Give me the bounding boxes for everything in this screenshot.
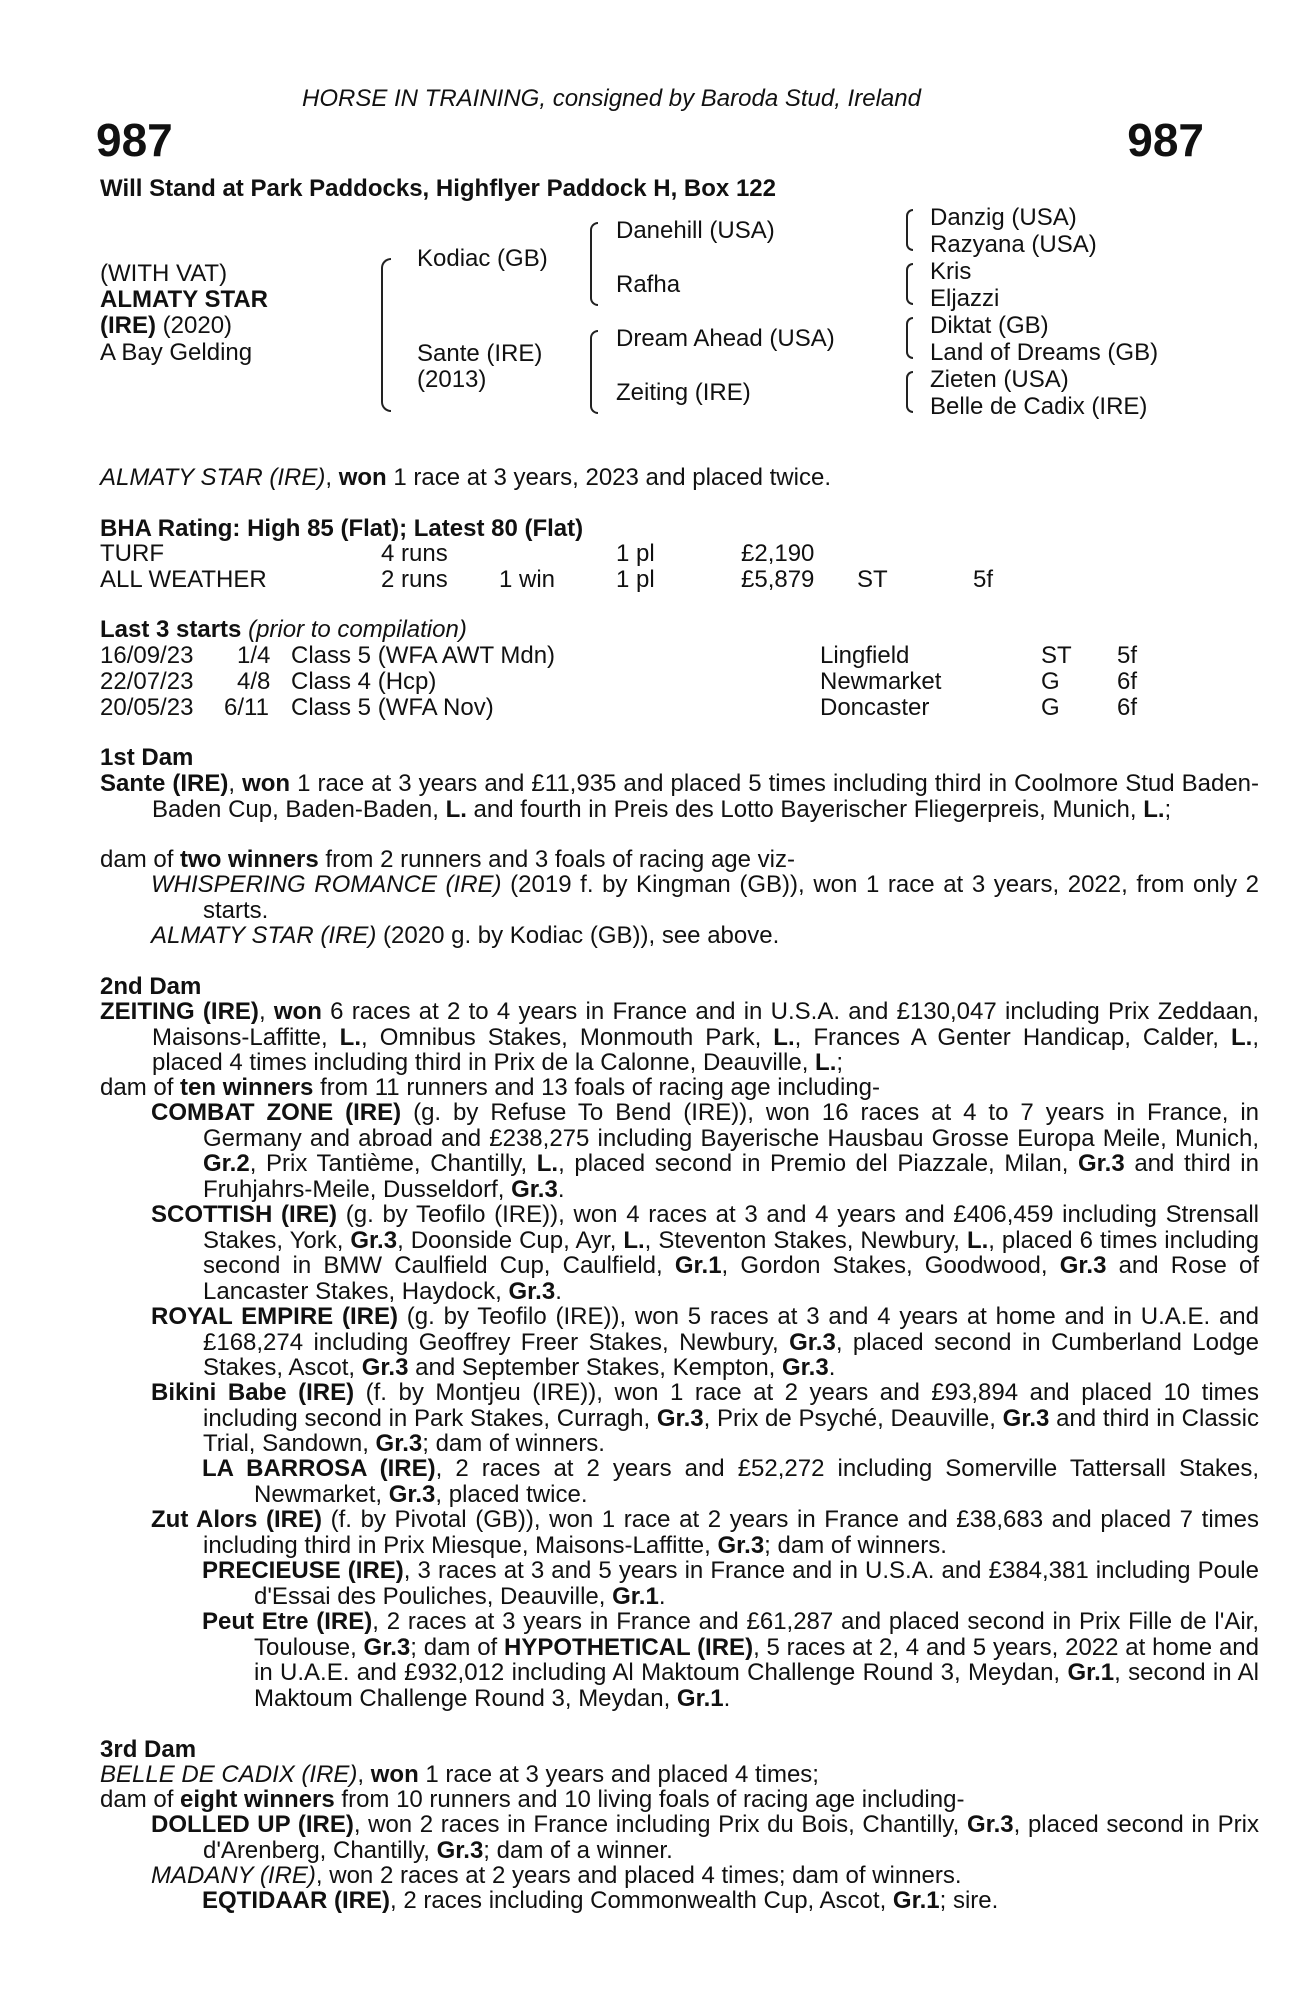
rating-wins: 1 win [499, 566, 556, 593]
vat-note: (WITH VAT) [100, 260, 228, 287]
pedigree-sire-dam: Rafha [616, 271, 681, 298]
pedigree-sire-sire: Danehill (USA) [616, 217, 775, 244]
pedigree-brace-dam [590, 330, 598, 414]
third-dam-heading: 3rd Dam [100, 1736, 197, 1763]
rating-distance: 5f [973, 566, 994, 593]
race-summary: ALMATY STAR (IRE), won 1 race at 3 years, 2023 and placed twice. [100, 464, 831, 491]
pedigree-brace-gen3-2 [906, 263, 913, 305]
rating-runs: 4 runs [381, 540, 448, 567]
rating-placed: 1 pl [616, 540, 655, 567]
start-position: 6/11 [224, 694, 269, 721]
produce-eqtidaar: EQTIDAAR (IRE), 2 races including Commonwealth Cup, Ascot, Gr.1; sire. [202, 1887, 999, 1914]
produce-zut-alors: Zut Alors (IRE) (f. by Pivotal (GB)), won 1 race at 2 years in France and £38,683 and placed 7 times including third in Prix Miesque, Maisons-Laffitte, Gr.3; dam of winners. [151, 1506, 1259, 1559]
produce-la-barrosa: LA BARROSA (IRE), 2 races at 2 years and £52,272 including Somerville Tattersall Stakes, Newmarket, Gr.3, placed twice. [202, 1455, 1260, 1508]
start-race: Class 5 (WFA AWT Mdn) [291, 642, 556, 669]
first-dam-record: Sante (IRE), won 1 race at 3 years and £11,935 and placed 5 times including third in Coolmore Stud Baden-Baden Cup, Baden-Baden, L. and fourth in Preis des Lotto Bayerischer Fliegerpreis, Munich, L.; [100, 770, 1259, 823]
first-dam-produce-1: WHISPERING ROMANCE (IRE) (2019 f. by Kingman (GB)), won 1 race at 3 years, 2022, from only 2 starts. [151, 871, 1259, 924]
start-date: 20/05/23 [100, 694, 194, 721]
horse-description: A Bay Gelding [100, 339, 253, 366]
pedigree-sire: Kodiac (GB) [417, 245, 548, 272]
rating-prize: £2,190 [741, 540, 815, 567]
pedigree-brace-sire [590, 222, 598, 306]
start-going: ST [1041, 642, 1072, 669]
start-going: G [1041, 694, 1060, 721]
produce-madany: MADANY (IRE), won 2 races at 2 years and placed 4 times; dam of winners. [151, 1862, 962, 1889]
lot-number-right: 987 [1127, 114, 1204, 166]
rating-prize: £5,879 [741, 566, 815, 593]
rating-surface: ALL WEATHER [100, 566, 267, 593]
rating-placed: 1 pl [616, 566, 655, 593]
pedigree-dam-dam: Zeiting (IRE) [616, 379, 751, 406]
bha-rating: BHA Rating: High 85 (Flat); Latest 80 (Flat) [100, 515, 584, 542]
produce-precieuse: PRECIEUSE (IRE), 3 races at 3 and 5 years in France and in U.S.A. and £384,381 including Poule d'Essai des Pouliches, Deauville, Gr.1. [202, 1557, 1259, 1610]
pedigree-dam-sire: Dream Ahead (USA) [616, 325, 835, 352]
horse-name: ALMATY STAR [100, 286, 268, 313]
pedigree-brace-gen3-3 [906, 317, 913, 359]
produce-combat-zone: COMBAT ZONE (IRE) (g. by Refuse To Bend (IRE)), won 16 races at 4 to 7 years in France, in Germany and abroad and £238,275 including Bayerische Hausbau Grosse Europa Meile, Munich, Gr.2, Prix Tantième, Chantilly, L., placed second in Premio del Piazzale, Milan, Gr.3 and third in Fruhjahrs-Meile, Dusseldorf, Gr.3. [151, 1099, 1260, 1203]
pedigree-dam-year: (2013) [417, 366, 487, 393]
rating-surface: TURF [100, 540, 164, 567]
produce-dolled-up: DOLLED UP (IRE), won 2 races in France including Prix du Bois, Chantilly, Gr.3, placed second in Prix d'Arenberg, Chantilly, Gr.3; dam of a winner. [151, 1811, 1259, 1864]
stable-location: Will Stand at Park Paddocks, Highflyer Paddock H, Box 122 [100, 175, 776, 202]
produce-peut-etre: Peut Etre (IRE), 2 races at 3 years in France and £61,287 and placed second in Prix Fille de l'Air, Toulouse, Gr.3; dam of HYPOTHETICAL (IRE), 5 races at 2, 4 and 5 years, 2022 at home and in U.A.E. and £932,012 including Al Maktoum Challenge Round 3, Meydan, Gr.1, second in Al Maktoum Challenge Round 3, Meydan, Gr.1. [202, 1608, 1260, 1712]
start-date: 16/09/23 [100, 642, 194, 669]
pedigree-gen3-3: Kris [930, 258, 972, 285]
produce-royal-empire: ROYAL EMPIRE (IRE) (g. by Teofilo (IRE)), won 5 races at 3 and 4 years at home and in U.A.E. and £168,274 including Geoffrey Freer Stakes, Newbury, Gr.3, placed second in Cumberland Lodge Stakes, Ascot, Gr.3 and September Stakes, Kempton, Gr.3. [151, 1303, 1259, 1381]
horse-name-country [100, 313, 232, 339]
start-course: Lingfield [820, 642, 910, 669]
third-dam-produce-intro: dam of eight winners from 10 runners and 10 living foals of racing age including- [100, 1786, 965, 1813]
start-course: Newmarket [820, 668, 942, 695]
start-race: Class 4 (Hcp) [291, 668, 437, 695]
last-starts-heading [100, 617, 467, 643]
summary-won: won [338, 464, 387, 491]
pedigree-gen3-7: Zieten (USA) [930, 366, 1069, 393]
start-race: Class 5 (WFA Nov) [291, 694, 494, 721]
horse-country: (IRE) [100, 312, 156, 339]
first-dam-produce-intro: dam of two winners from 2 runners and 3 foals of racing age viz- [100, 846, 795, 873]
summary-rest: 1 race at 3 years, 2023 and placed twice. [386, 464, 831, 491]
pedigree-brace-gen3-4 [906, 371, 913, 413]
start-course: Doncaster [820, 694, 930, 721]
second-dam-record: ZEITING (IRE), won 6 races at 2 to 4 years in France and in U.S.A. and £130,047 including Prix Zeddaan, Maisons-Laffitte, L., Omnibus Stakes, Monmouth Park, L., Frances A Genter Handicap, Calder, L., placed 4 times including third in Prix de la Calonne, Deauville, L.; [100, 998, 1260, 1076]
last-starts-note: (prior to compilation) [241, 616, 467, 643]
catalogue-subtitle: HORSE IN TRAINING, consigned by Baroda Stud, Ireland [302, 85, 921, 112]
rating-going: ST [857, 566, 888, 593]
lot-number-left: 987 [96, 114, 173, 166]
start-distance: 5f [1117, 642, 1138, 669]
second-dam-produce-intro: dam of ten winners from 11 runners and 13 foals of racing age including- [100, 1074, 880, 1101]
third-dam-record: BELLE DE CADIX (IRE), won 1 race at 3 years and placed 4 times; [100, 1761, 819, 1788]
rating-runs: 2 runs [381, 566, 448, 593]
last-starts-title: Last 3 starts [100, 616, 242, 643]
start-distance: 6f [1117, 668, 1138, 695]
produce-bikini-babe: Bikini Babe (IRE) (f. by Montjeu (IRE)), won 1 race at 2 years and £93,894 and placed 10 times including second in Park Stakes, Curragh, Gr.3, Prix de Psyché, Deauville, Gr.3 and third in Classic Trial, Sandown, Gr.3; dam of winners. [151, 1379, 1260, 1457]
pedigree-brace-gen3-1 [906, 209, 913, 251]
horse-year: (2020) [156, 312, 233, 339]
pedigree-gen3-4: Eljazzi [930, 285, 1000, 312]
pedigree-gen3-2: Razyana (USA) [930, 231, 1097, 258]
produce-scottish: SCOTTISH (IRE) (g. by Teofilo (IRE)), won 4 races at 3 and 4 years and £406,459 including Strensall Stakes, York, Gr.3, Doonside Cup, Ayr, L., Steventon Stakes, Newbury, L., placed 6 times including second in BMW Caulfield Cup, Caulfield, Gr.1, Gordon Stakes, Goodwood, Gr.3 and Rose of Lancaster Stakes, Haydock, Gr.3. [151, 1201, 1259, 1305]
start-position: 1/4 [237, 642, 271, 669]
pedigree-gen3-8: Belle de Cadix (IRE) [930, 393, 1148, 420]
pedigree-gen3-5: Diktat (GB) [930, 312, 1049, 339]
pedigree-brace-main [381, 258, 391, 412]
start-position: 4/8 [237, 668, 271, 695]
second-dam-heading: 2nd Dam [100, 973, 202, 1000]
start-date: 22/07/23 [100, 668, 194, 695]
start-going: G [1041, 668, 1060, 695]
first-dam-heading: 1st Dam [100, 744, 194, 771]
first-dam-produce-2: ALMATY STAR (IRE) (2020 g. by Kodiac (GB)), see above. [151, 922, 780, 949]
pedigree-dam: Sante (IRE) [417, 340, 543, 367]
summary-horse-name: ALMATY STAR (IRE) [100, 464, 326, 491]
pedigree-gen3-6: Land of Dreams (GB) [930, 339, 1159, 366]
pedigree-gen3-1: Danzig (USA) [930, 204, 1077, 231]
start-distance: 6f [1117, 694, 1138, 721]
